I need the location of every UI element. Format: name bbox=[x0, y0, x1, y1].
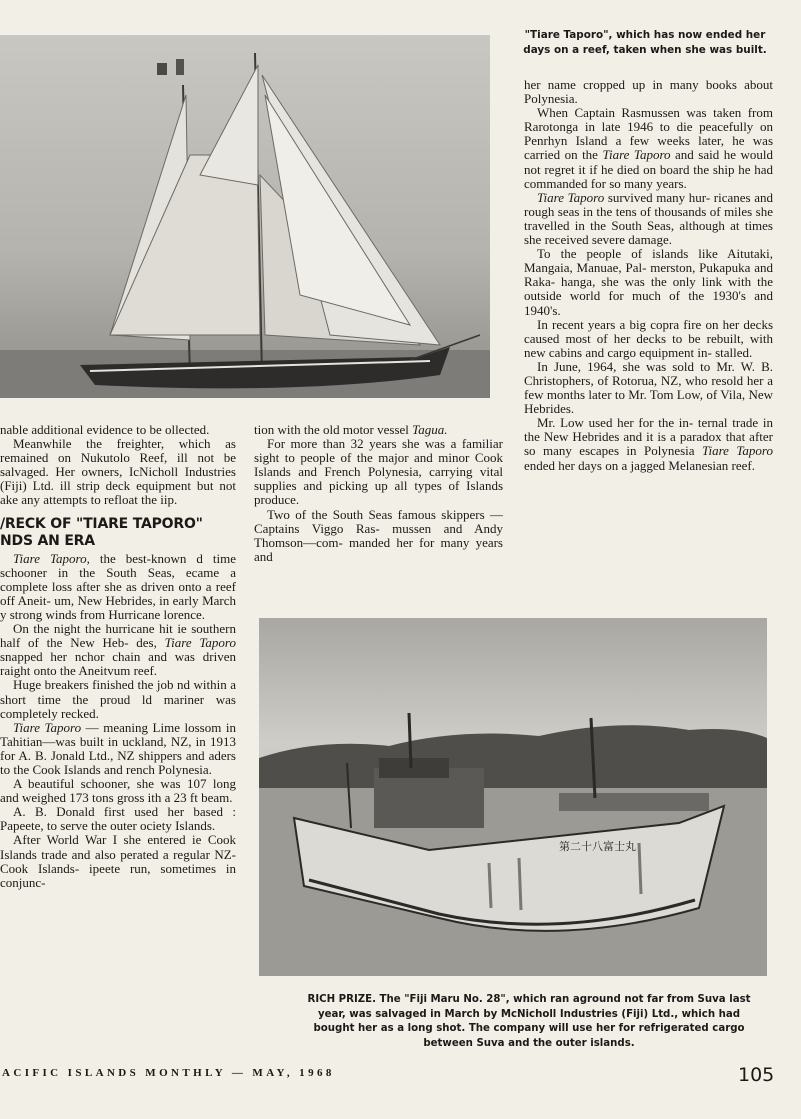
paragraph: For more than 32 years she was a familiar sight to people of the major and minor Cook Islands and French Polynesia, carrying vital supplies and picking up all types of Islands produce. bbox=[254, 436, 503, 508]
paragraph-text: the best-known d time schooner in the South Seas, ecame a complete loss after she as driven onto a reef off Aneit- um, New Hebrides, in early March y strong winds from Hurricane lorence. bbox=[0, 550, 236, 622]
ship-name: Tiare Taporo bbox=[701, 443, 773, 459]
paragraph-text: snapped her nchor chain and was driven raight onto the Aneitvum reef. bbox=[0, 649, 236, 679]
paragraph bbox=[254, 423, 503, 437]
paragraph: her name cropped up in many books about Polynesia. bbox=[524, 78, 773, 107]
paragraph: In recent years a big copra fire on her decks caused most of her decks to be rebuilt, with new cabins and cargo equipment in- stalled. bbox=[524, 316, 773, 360]
paragraph-text: ended her days on a jagged Melanesian reef. bbox=[524, 457, 756, 473]
article-column-left bbox=[0, 423, 236, 1003]
running-footer: ACIFIC ISLANDS MONTHLY — MAY, 1968 bbox=[2, 1067, 335, 1079]
paragraph-text: Mr. Low used her for the in- ternal trade in the New Hebrides and it is a paradox that after so many escapes in Polynesia bbox=[524, 415, 773, 459]
paragraph-text: When Captain Rasmussen was taken from Rarotonga in late 1946 to die peacefully on Penrhyn Island a few weeks later, he was carried on the bbox=[524, 105, 773, 163]
paragraph bbox=[0, 622, 236, 678]
ship-name: Tiare Taporo bbox=[164, 635, 236, 651]
paragraph: After World War I she entered ie Cook Islands trade and also perated a regular NZ-Cook Islands- ipeete run, sometimes in conjunc- bbox=[0, 832, 236, 890]
ship-name: Tagua. bbox=[412, 423, 448, 437]
paragraph bbox=[524, 106, 773, 191]
schooner-photo bbox=[0, 35, 490, 398]
paragraph-text: — meaning Lime lossom in Tahitian—was built in uckland, NZ, in 1913 for A. B. Jonald Ltd., NZ shippers and aders to the Cook Islands and rench Polynesia. bbox=[0, 719, 236, 777]
paragraph-text: survived many hur- ricanes and rough seas in the tens of thousands of miles she travelled in the South Seas, although at times she received severe damage. bbox=[524, 189, 773, 248]
paragraph: Huge breakers finished the job nd within a short time the proud ld mariner was completely recked. bbox=[0, 677, 236, 721]
paragraph bbox=[524, 191, 773, 247]
paragraph: nable additional evidence to be ollected. bbox=[0, 423, 210, 437]
hull-lettering: 第二十八富士丸 bbox=[559, 840, 636, 853]
article-column-middle bbox=[254, 423, 503, 603]
article-column-right bbox=[524, 78, 773, 608]
paragraph: A. B. Donald first used her based : Papeete, to serve the outer ociety Islands. bbox=[0, 804, 236, 834]
fiji-maru-caption: RICH PRIZE. The "Fiji Maru No. 28", which ran aground not far from Suva last year, was salvaged in March by McNicholl Industries (Fiji) Ltd., which had bought her as a long shot. The company will use her for refrigerated cargo between Suva and the outer islands. bbox=[307, 994, 751, 1049]
paragraph bbox=[0, 721, 236, 777]
section-heading: /RECK OF "TIARE TAPORO" NDS AN ERA bbox=[0, 515, 203, 549]
schooner-photo-caption: "Tiare Taporo", which has now ended her days on a reef, taken when she was built. bbox=[523, 29, 767, 56]
paragraph bbox=[524, 416, 773, 472]
paragraph: In June, 1964, she was sold to Mr. W. B. Christophers, of Rotorua, NZ, who resold her a few months later to Mr. Tom Low, of Vila, New Hebrides. bbox=[524, 358, 773, 417]
paragraph bbox=[0, 552, 236, 622]
paragraph: A beautiful schooner, she was 107 long and weighed 173 tons gross ith a 23 ft beam. bbox=[0, 776, 236, 806]
ship-name: Tiare Taporo bbox=[602, 147, 671, 163]
paragraph: Two of the South Seas famous skippers — Captains Viggo Ras- mussen and Andy Thomson—com- manded her for many years and bbox=[254, 506, 503, 564]
ship-name: Tiare Taporo bbox=[13, 719, 82, 735]
fiji-maru-photo bbox=[259, 618, 767, 976]
paragraph: Meanwhile the freighter, which as remained on Nukutolo Reef, ill not be salvaged. Her owners, IcNicholl Industries (Fiji) Ltd. ill strip deck equipment but not ake any attempts to refloat the iip. bbox=[0, 436, 236, 508]
paragraph-text: tion with the old motor vessel bbox=[254, 423, 413, 437]
paragraph: To the people of islands like Aitutaki, Mangaia, Manuae, Pal- merston, Pukapuka and Raka- hanga, she was the only link with the outside world for much of the 1930's and 1940's. bbox=[524, 246, 773, 318]
ship-name: Tiare Taporo bbox=[537, 189, 605, 205]
page-number: 105 bbox=[738, 1064, 775, 1086]
paragraph-text: and said he would not regret it if he died on board the ship he had commanded for so many years. bbox=[524, 147, 773, 191]
ship-name: Tiare Taporo, bbox=[13, 550, 90, 566]
paragraph-text: On the night the hurricane hit ie southern half of the New Heb- des, bbox=[0, 621, 236, 651]
